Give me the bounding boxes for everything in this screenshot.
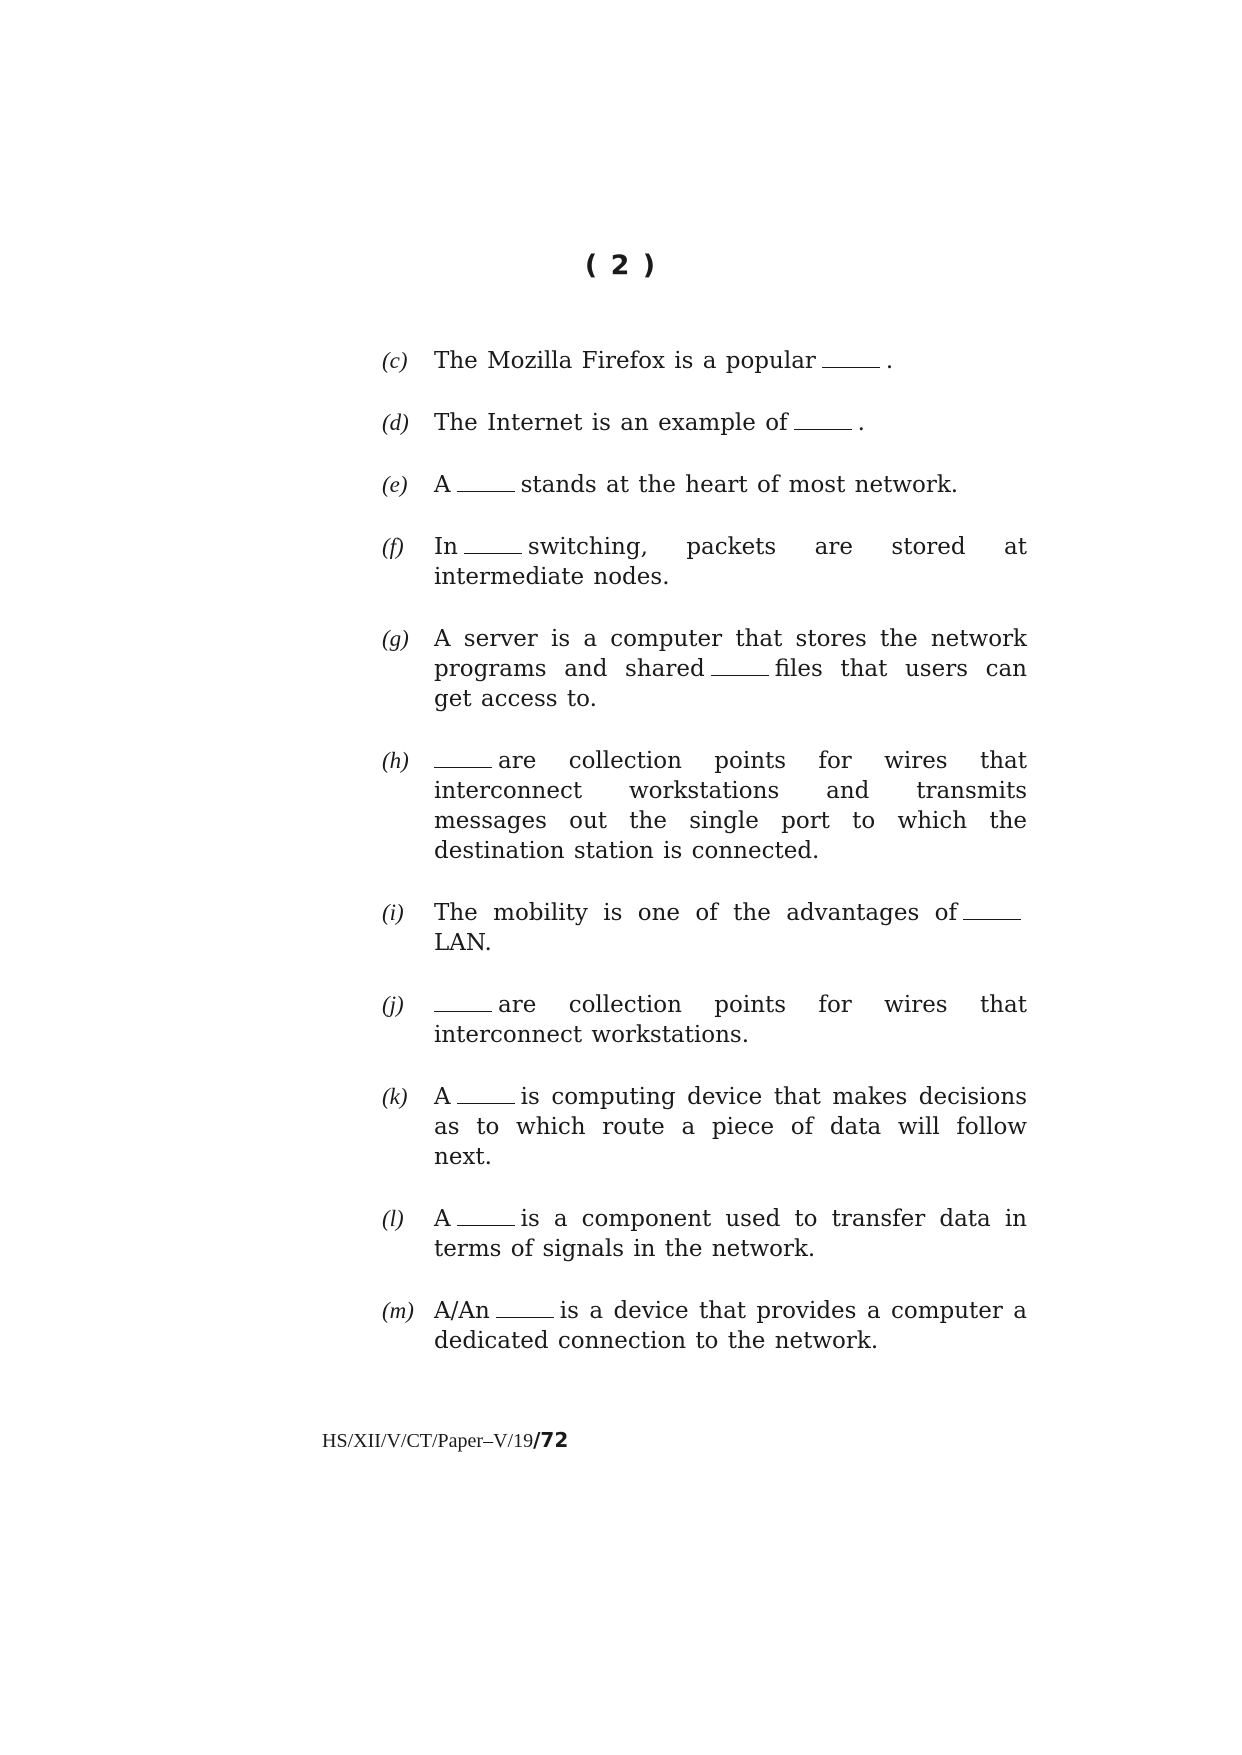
question-label: (g) <box>382 626 409 651</box>
question-label: (d) <box>382 410 409 435</box>
question-text-part: is a component used to transfer data in terms of signals in the network. <box>434 1206 1027 1262</box>
question-text <box>434 1082 1027 1172</box>
question-text-part: is a device that provides a computer a dedicated connection to the network. <box>434 1298 1027 1354</box>
question-text <box>434 1204 1027 1264</box>
question-text-part: The Internet is an example of <box>434 410 788 436</box>
answer-blank <box>457 1207 515 1226</box>
answer-blank <box>963 901 1021 920</box>
answer-blank <box>822 349 880 368</box>
question-e <box>382 470 1027 500</box>
question-text-part: A <box>434 1084 451 1110</box>
question-text-part: A/An <box>434 1298 490 1324</box>
question-text <box>434 990 1027 1050</box>
question-text <box>434 746 1027 866</box>
question-h <box>382 746 1027 866</box>
paper-number: /72 <box>533 1428 569 1452</box>
question-text-part: In <box>434 534 458 560</box>
question-k <box>382 1082 1027 1172</box>
question-text-part: . <box>857 410 865 436</box>
answer-blank <box>457 473 515 492</box>
question-g <box>382 624 1027 714</box>
question-c <box>382 346 1027 376</box>
question-list <box>382 346 1027 1388</box>
answer-blank <box>434 749 492 768</box>
answer-blank <box>711 657 769 676</box>
question-label: (e) <box>382 472 408 497</box>
question-l <box>382 1204 1027 1264</box>
question-label: (j) <box>382 992 404 1017</box>
question-label: (h) <box>382 748 409 773</box>
question-text <box>434 1296 1027 1356</box>
question-text <box>434 470 1027 500</box>
question-text-part: stands at the heart of most network. <box>520 472 959 498</box>
answer-blank <box>496 1299 554 1318</box>
question-text <box>434 346 1027 376</box>
question-f <box>382 532 1027 592</box>
question-text-part: switching, packets are stored at intermediate nodes. <box>434 534 1027 590</box>
question-text <box>434 898 1027 958</box>
question-text <box>434 624 1027 714</box>
question-j <box>382 990 1027 1050</box>
answer-blank <box>457 1085 515 1104</box>
answer-blank <box>794 411 852 430</box>
answer-blank <box>464 535 522 554</box>
question-text-part: LAN. <box>434 930 492 956</box>
question-text-part: are collection points for wires that interconnect workstations and transmits messages out the single port to which the destination station is connected. <box>434 748 1027 864</box>
paper-code: HS/XII/V/CT/Paper–V/19 <box>322 1430 534 1452</box>
question-text <box>434 532 1027 592</box>
question-text-part: A server is a computer that stores the network programs and shared <box>434 626 1027 682</box>
question-text-part: is computing device that makes decisions as to which route a piece of data will follow next. <box>434 1084 1027 1170</box>
question-text-part: The Mozilla Firefox is a popular <box>434 348 816 374</box>
question-label: (l) <box>382 1206 404 1231</box>
question-i <box>382 898 1027 958</box>
question-label: (f) <box>382 534 404 559</box>
question-text <box>434 408 1027 438</box>
question-label: (c) <box>382 348 408 373</box>
question-text-part: A <box>434 1206 451 1232</box>
question-m <box>382 1296 1027 1356</box>
question-text-part: are collection points for wires that interconnect workstations. <box>434 992 1027 1048</box>
answer-blank <box>434 993 492 1012</box>
question-text-part: files that users can get access to. <box>434 656 1027 712</box>
paper-code-footer <box>322 1428 568 1453</box>
question-label: (i) <box>382 900 404 925</box>
question-label: (m) <box>382 1298 414 1323</box>
question-text-part: . <box>885 348 894 374</box>
question-label: (k) <box>382 1084 408 1109</box>
question-d <box>382 408 1027 438</box>
question-text-part: A <box>434 472 451 498</box>
question-text-part: The mobility is one of the advantages of <box>434 900 957 926</box>
page-number: ( 2 ) <box>584 250 658 281</box>
